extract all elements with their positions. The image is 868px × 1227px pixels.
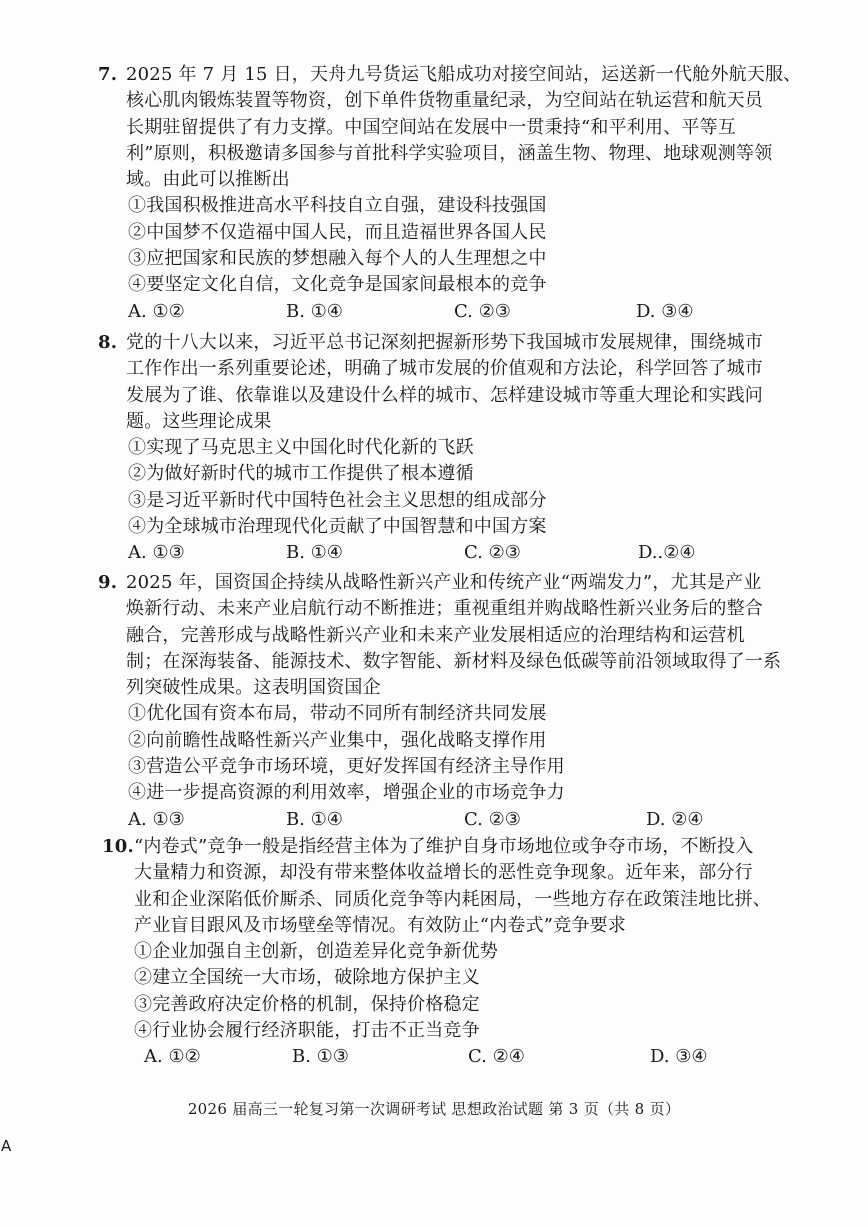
question-stem-line: 列突破性成果。这表明国资国企 bbox=[126, 677, 381, 699]
statement-option: ②为做好新时代的城市工作提供了根本遵循 bbox=[128, 463, 474, 485]
choice-b: B. ①④ bbox=[286, 300, 343, 322]
answer-choices bbox=[98, 540, 828, 566]
statement-option: ①企业加强自主创新，创造差异化竞争新优势 bbox=[134, 941, 498, 963]
statement-option: ①实现了马克思主义中国化时代化新的飞跃 bbox=[128, 437, 474, 459]
question-9 bbox=[98, 570, 828, 833]
statement-option: ④要坚定文化自信，文化竞争是国家间最根本的竞争 bbox=[128, 274, 547, 296]
question-number: 10. bbox=[102, 836, 134, 857]
choice-d: D. ②④ bbox=[646, 808, 704, 830]
statement-option: ④进一步提高资源的利用效率，增强企业的市场竞争力 bbox=[128, 782, 565, 804]
stem-text: 2025 年 7 月 15 日，天舟九号货运飞船成功对接空间站，运送新一代舱外航天服、 bbox=[126, 64, 802, 85]
question-stem-line bbox=[98, 330, 828, 356]
question-stem-line: 焕新行动、未来产业启航行动不断推进；重视重组并购战略性新兴业务后的整合 bbox=[126, 598, 763, 620]
question-stem-line bbox=[102, 834, 832, 860]
answer-choices bbox=[98, 299, 828, 325]
question-stem-line bbox=[98, 62, 828, 88]
stem-text: 2025 年，国资国企持续从战略性新兴产业和传统产业“两端发力”，尤其是产业 bbox=[126, 572, 762, 593]
question-stem-line: 融合，完善形成与战略性新兴产业和未来产业发展相适应的治理结构和运营机 bbox=[126, 624, 745, 646]
choice-d: D. ③④ bbox=[650, 1046, 708, 1068]
choice-b: B. ①④ bbox=[286, 542, 343, 564]
question-number: 8. bbox=[98, 332, 118, 353]
statement-option: ④行业协会履行经济职能，打击不正当竞争 bbox=[134, 1020, 480, 1042]
choice-c: C. ②③ bbox=[464, 542, 521, 564]
statement-option: ②建立全国统一大市场，破除地方保护主义 bbox=[134, 967, 480, 989]
statement-option: ③完善政府决定价格的机制，保持价格稳定 bbox=[134, 993, 480, 1015]
choice-b: B. ①④ bbox=[286, 808, 343, 830]
question-stem-line: 长期驻留提供了有力支撑。中国空间站在发展中一贯秉持“和平利用、平等互 bbox=[126, 116, 736, 138]
question-number: 7. bbox=[98, 64, 118, 85]
choice-c: C. ②④ bbox=[468, 1046, 525, 1068]
question-stem-line: 制；在深海装备、能源技术、数字智能、新材料及绿色低碳等前沿领域取得了一系 bbox=[126, 650, 782, 672]
choice-a: A. ①② bbox=[128, 300, 185, 322]
question-7 bbox=[98, 62, 828, 325]
statement-option: ③营造公平竞争市场环境，更好发挥国有经济主导作用 bbox=[128, 756, 565, 778]
choice-c: C. ②③ bbox=[454, 300, 511, 322]
answer-choices bbox=[98, 807, 828, 833]
choice-d: D..②④ bbox=[638, 542, 696, 564]
question-stem-line: 题。这些理论成果 bbox=[126, 410, 272, 432]
statement-option: ④为全球城市治理现代化贡献了中国智慧和中国方案 bbox=[128, 516, 547, 538]
statement-option: ②中国梦不仅造福中国人民，而且造福世界各国人民 bbox=[128, 221, 547, 243]
choice-a: A. ①② bbox=[144, 1046, 201, 1068]
question-stem-line bbox=[98, 570, 828, 596]
choice-a: A. ①③ bbox=[128, 808, 185, 830]
question-stem-line: 发展为了谁、依靠谁以及建设什么样的城市、怎样建设城市等重大理论和实践问 bbox=[126, 384, 763, 406]
statement-option: ①优化国有资本布局，带动不同所有制经济共同发展 bbox=[128, 703, 547, 725]
page-footer: 2026 届高三一轮复习第一次调研考试 思想政治试题 第 3 页（共 8 页） bbox=[187, 1100, 681, 1118]
choice-c: C. ②③ bbox=[464, 808, 521, 830]
question-stem-line: 工作作出一系列重要论述，明确了城市发展的价值观和方法论，科学回答了城市 bbox=[126, 358, 763, 380]
question-8 bbox=[98, 330, 828, 567]
statement-option: ③应把国家和民族的梦想融入每个人的人生理想之中 bbox=[128, 248, 547, 270]
statement-option: ③是习近平新时代中国特色社会主义思想的组成部分 bbox=[128, 489, 547, 511]
question-stem-line: 域。由此可以推断出 bbox=[126, 169, 290, 191]
statement-option: ②向前瞻性战略性新兴产业集中，强化战略支撑作用 bbox=[128, 729, 547, 751]
answer-choices bbox=[102, 1044, 832, 1070]
question-stem-line: 大量精力和资源，却没有带来整体收益增长的恶性竞争现象。近年来，部分行 bbox=[134, 862, 753, 884]
question-stem-line: 产业盲目跟风及市场壁垒等情况。有效防止“内卷式”竞争要求 bbox=[134, 914, 627, 936]
statement-option: ①我国积极推进高水平科技自立自强，建设科技强国 bbox=[128, 195, 547, 217]
question-stem-line: 利”原则，积极邀请多国参与首批科学实验项目，涵盖生物、物理、地球观测等领 bbox=[126, 142, 773, 164]
question-stem-line: 核心肌肉锻炼装置等物资，创下单件货物重量纪录，为空间站在轨运营和航天员 bbox=[126, 90, 763, 112]
choice-a: A. ①③ bbox=[128, 542, 185, 564]
question-number: 9. bbox=[98, 572, 118, 593]
stem-text: “内卷式”竞争一般是指经营主体为了维护自身市场地位或争夺市场，不断投入 bbox=[134, 836, 754, 857]
question-stem-line: 业和企业深陷低价厮杀、同质化竞争等内耗困局，一些地方存在政策洼地比拼、 bbox=[134, 888, 771, 910]
choice-b: B. ①③ bbox=[292, 1046, 349, 1068]
corner-mark: A bbox=[1, 1137, 12, 1155]
stem-text: 党的十八大以来，习近平总书记深刻把握新形势下我国城市发展规律，围绕城市 bbox=[126, 332, 763, 353]
question-10 bbox=[102, 834, 832, 1071]
choice-d: D. ③④ bbox=[636, 300, 694, 322]
